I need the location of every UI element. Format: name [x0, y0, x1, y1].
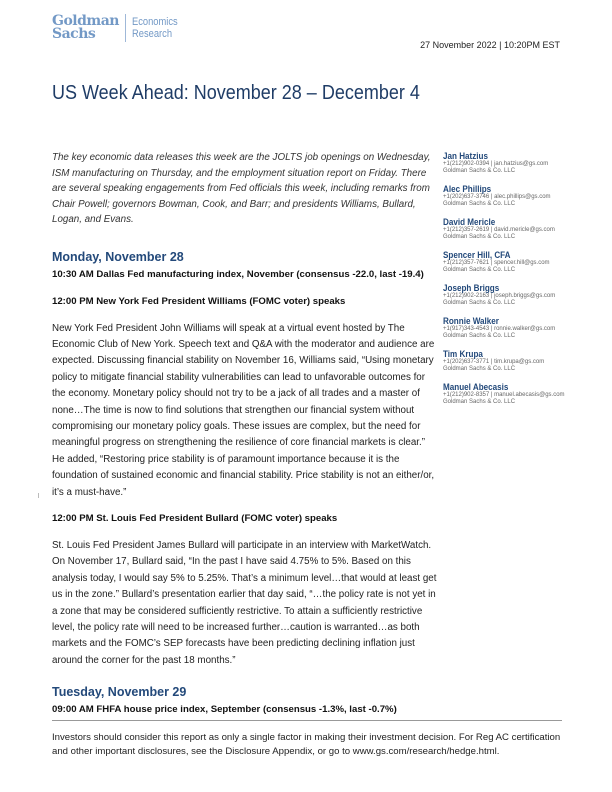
author-card — [443, 349, 603, 373]
author-contact[interactable]: +1(212)357-7621 | spencer.hill@gs.com — [443, 260, 550, 266]
main-content — [52, 150, 437, 729]
event-dallas-fed: 10:30 AM Dallas Fed manufacturing index, November (consensus -22.0, last -19.4) — [52, 268, 424, 280]
author-contact[interactable]: +1(202)637-3746 | alec.phillips@gs.com — [443, 194, 551, 200]
bullard-paragraph: St. Louis Fed President James Bullard will participate in an interview with MarketWatch. On November 17, Bullard said, “In the past I have said 4.75% to 5%. Based on this analysis today, I would say 5% to 5.25%. That’s a minimum level…that would at least get us in the zone.” Bullard’s presentation earlier that day said, “…the policy rate is not yet in a zone that may be considered sufficiently restrictive. To attain a sufficiently restrictive level, the policy rate will need to be increased further…caution is warranted…as both markets and the FOMC’s SEP forecasts have been predicting declining inflation just around the corner for the past 18 months.” — [52, 539, 437, 666]
author-firm: Goldman Sachs & Co. LLC — [443, 300, 516, 306]
logo-top: Goldman — [52, 13, 119, 29]
event-williams: 12:00 PM New York Fed President Williams (FOMC voter) speaks — [52, 295, 346, 307]
report-date: 27 November 2022 | 10:20PM EST — [420, 40, 560, 50]
author-contact[interactable]: +1(212)357-2619 | david.mericle@gs.com — [443, 227, 555, 233]
day-heading-tuesday: Tuesday, November 29 — [52, 685, 187, 700]
author-contact[interactable]: +1(202)637-3771 | tim.krupa@gs.com — [443, 359, 545, 365]
author-card — [443, 382, 603, 406]
author-name: Tim Krupa — [443, 349, 483, 359]
author-firm: Goldman Sachs & Co. LLC — [443, 267, 516, 273]
author-name: David Mericle — [443, 217, 496, 227]
division-bottom: Research — [131, 28, 172, 40]
division-top: Economics — [131, 16, 178, 28]
margin-mark — [38, 493, 39, 498]
author-firm: Goldman Sachs & Co. LLC — [443, 168, 516, 174]
author-contact[interactable]: +1(917)343-4543 | ronnie.walker@gs.com — [443, 326, 556, 332]
footer-text: Investors should consider this report as only a single factor in making their investment decision. For Reg AC certification and other important disclosures, see the Disclosure Appendix, or go to — [52, 732, 561, 757]
author-name: Ronnie Walker — [443, 316, 499, 326]
author-contact[interactable]: +1(212)902-8357 | manuel.abecasis@gs.com — [443, 392, 565, 398]
footer-end: . — [496, 745, 500, 757]
disclosure-footer — [52, 731, 562, 758]
author-contact[interactable]: +1(212)902-2163 | joseph.briggs@gs.com — [443, 293, 556, 299]
disclosure-link[interactable]: www.gs.com/research/hedge.html — [352, 745, 497, 757]
event-bullard: 12:00 PM St. Louis Fed President Bullard (FOMC voter) speaks — [52, 512, 338, 524]
day-heading-monday: Monday, November 28 — [52, 249, 184, 264]
author-card — [443, 151, 603, 175]
williams-paragraph: New York Fed President John Williams will speak at a virtual event hosted by The Economic Club of New York. Speech text and Q&A with the moderator and audience are expected. Discussing financial stability on November 16, Williams said, “Using monetary policy to mitigate financial stability vulnerabilities can lead to unfavorable outcomes for the economy. Monetary policy should not try to be a jack of all trades and a master of none…The time is now to find solutions that strengthen our financial system without compromising our monetary policy goals. These issues are complex, but the need for meaningful progress on strengthening the resilience of core financial markets is clear.” He added, “Restoring price stability is of paramount importance because it is the foundation of sustained economic and financial stability. Price stability is not an either/or, it’s a must-have.” — [52, 322, 435, 498]
author-name: Spencer Hill, CFA — [443, 250, 511, 260]
author-name: Alec Phillips — [443, 184, 492, 194]
author-card — [443, 217, 603, 241]
author-firm: Goldman Sachs & Co. LLC — [443, 399, 516, 405]
author-firm: Goldman Sachs & Co. LLC — [443, 366, 516, 372]
event-fhfa: 09:00 AM FHFA house price index, September (consensus -1.3%, last -0.7%) — [52, 704, 397, 716]
footer-divider — [52, 720, 562, 721]
author-firm: Goldman Sachs & Co. LLC — [443, 333, 516, 339]
author-card — [443, 184, 603, 208]
logo-bottom: Sachs — [52, 26, 96, 42]
author-card — [443, 283, 603, 307]
author-firm: Goldman Sachs & Co. LLC — [443, 201, 516, 207]
page-title: US Week Ahead: November 28 – December 4 — [52, 82, 420, 104]
intro-summary: The key economic data releases this week are the JOLTS job openings on Wednesday, ISM manufacturing on Thursday, and the employment situation report on Friday. There are several speaking engagements from Fed officials this week, including remarks from Chair Powell; governors Bowman, Cook, and Barr; and presidents Williams, Bullard, Logan, and Evans. — [52, 152, 431, 225]
author-firm: Goldman Sachs & Co. LLC — [443, 234, 516, 240]
authors-sidebar — [443, 151, 603, 415]
author-card — [443, 316, 603, 340]
author-name: Manuel Abecasis — [443, 382, 509, 392]
author-card — [443, 250, 603, 274]
author-name: Jan Hatzius — [443, 151, 489, 161]
logo-divider — [125, 14, 126, 42]
author-contact[interactable]: +1(212)902-0394 | jan.hatzius@gs.com — [443, 161, 549, 167]
author-name: Joseph Briggs — [443, 283, 500, 293]
goldman-sachs-logo — [52, 14, 186, 42]
